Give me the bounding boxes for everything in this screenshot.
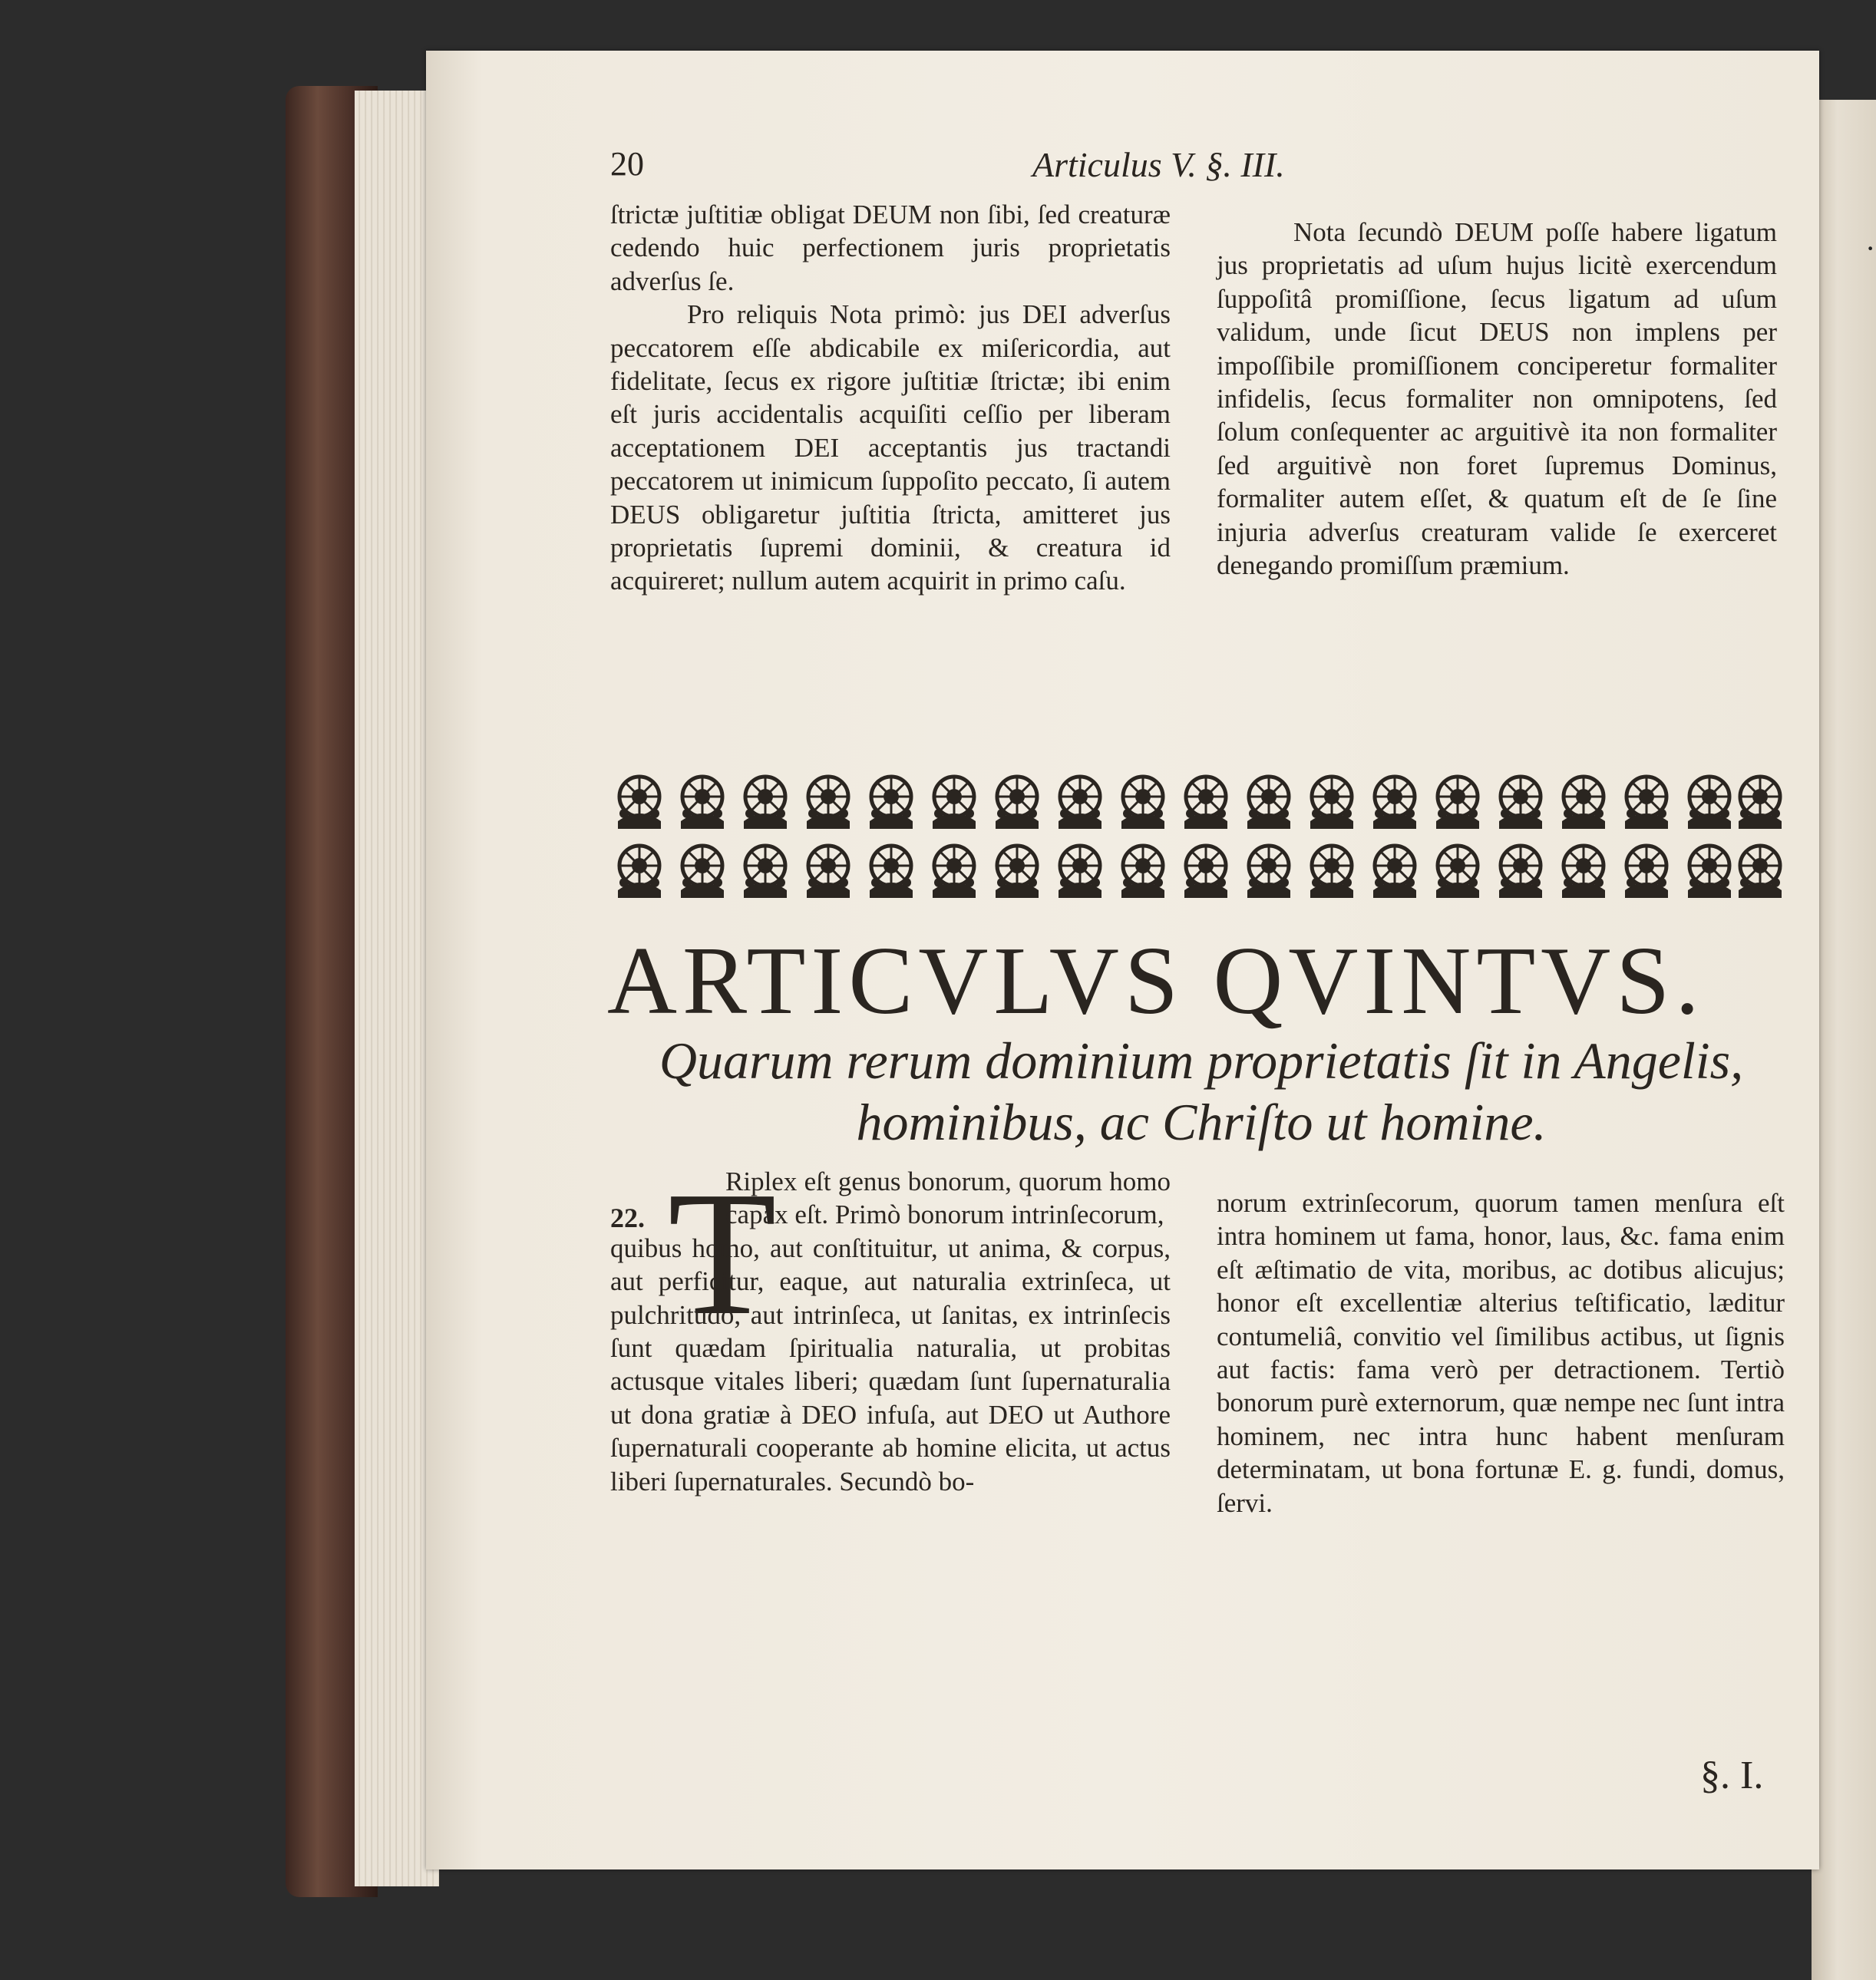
paragraph: Nota ſecundò DEUM poſſe habere ligatum jus proprietatis ad uſum hujus licitè exercendum ſuppoſitâ promiſſione, ſecus ligatum ad uſum validum, unde ſicut DEUS non implens per impoſſibile promiſſionem conciperetur formaliter infidelis, ſecus formaliter non omnipotens, ſed ſolum conſequenter ac arguitivè ita non formaliter ſed arguitivè non foret ſupremus Dominus, formaliter autem eſſet, & quatum eſt de ſe ſine injuria adverſus creaturam valide ſe exerceret denegando promiſſum præmium.	[1217, 217, 1777, 581]
paragraph-number: 22.	[610, 1203, 645, 1233]
paragraph: ſtrictæ juſtitiæ obligat DEUM non ſibi, ſed creaturæ cedendo huic perfectionem juris proprietatis adverſus ſe.	[610, 200, 1171, 296]
paragraph: quibus homo, aut conſtituitur, ut anima, & corpus, aut perficitur, eaque, aut naturalia extrinſeca, ut pulchritudo, aut intrinſeca, ut ſanitas, ex intrinſecis ſunt quædam ſpiritualia naturalia, ut probitas actusque vitales liberi; quædam ſunt ſupernaturalia ut dona gratiæ à DEO infuſa, aut DEO ut Authore ſupernaturali cooperante ab homine elicita, ut actus liberi ſupernaturales. Secundò bo-	[610, 1233, 1171, 1497]
paragraph-opening: Riplex eſt genus bonorum, quorum homo capax eſt. Primò bonorum intrinſecorum,	[725, 1167, 1171, 1230]
paragraph: norum extrinſecorum, quorum tamen menſura eſt intra hominem ut fama, honor, laus, &c. fama enim eſt æſtimatio de vita, moribus, ac dotibus alicujus; honor eſt excellentiæ alterius teſtificatio, læditur contumeliâ, convitio vel ſimilibus actibus, ut ſignis aut factis: fama verò per detractionem. Tertiò bonorum purè externorum, quæ nempe nec ſunt intra hominem, nec intra hunc habent menſuram determinatam, ut bona fortunæ E. g. fundi, domus, ſervi.	[1217, 1188, 1785, 1518]
article-title: ARTICVLVS QVINTVS.	[607, 928, 1705, 1035]
article-subtitle: Quarum rerum dominium proprietatis ſit in Angelis, hominibus, ac Chriſto ut homine.	[659, 1031, 1744, 1151]
facing-page-mark: ·	[1865, 231, 1876, 266]
floral-ornament-band	[610, 763, 1788, 910]
bottom-left-column	[610, 1155, 1171, 1498]
top-right-column	[1217, 216, 1777, 582]
bottom-right-column	[1217, 1186, 1785, 1520]
book-page	[426, 51, 1819, 1869]
facing-page-edge	[1812, 100, 1876, 1980]
page-number: 20	[610, 145, 644, 183]
drop-cap: T	[668, 1155, 777, 1352]
top-left-column	[610, 198, 1171, 598]
catchword: §. I.	[1700, 1754, 1764, 1797]
paragraph: Pro reliquis Nota primò: jus DEI adverſus peccatorem eſſe abdicabile ex miſericordia, aut fidelitate, ſecus ex rigore juſtitiæ ſtrictæ; ibi enim eſt juris accidentalis acquiſiti ceſſio per liberam acceptationem DEI acceptantis jus tractandi peccatorem ut inimicum ſuppoſito peccato, ſi autem DEUS obligaretur juſtitia ſtricta, amitteret jus proprietatis ſupremi dominii, & creatura id acquireret; nullum autem acquirit in primo caſu.	[610, 299, 1171, 596]
running-header	[426, 144, 1819, 198]
running-title: Articulus V. §. III.	[1032, 145, 1285, 184]
